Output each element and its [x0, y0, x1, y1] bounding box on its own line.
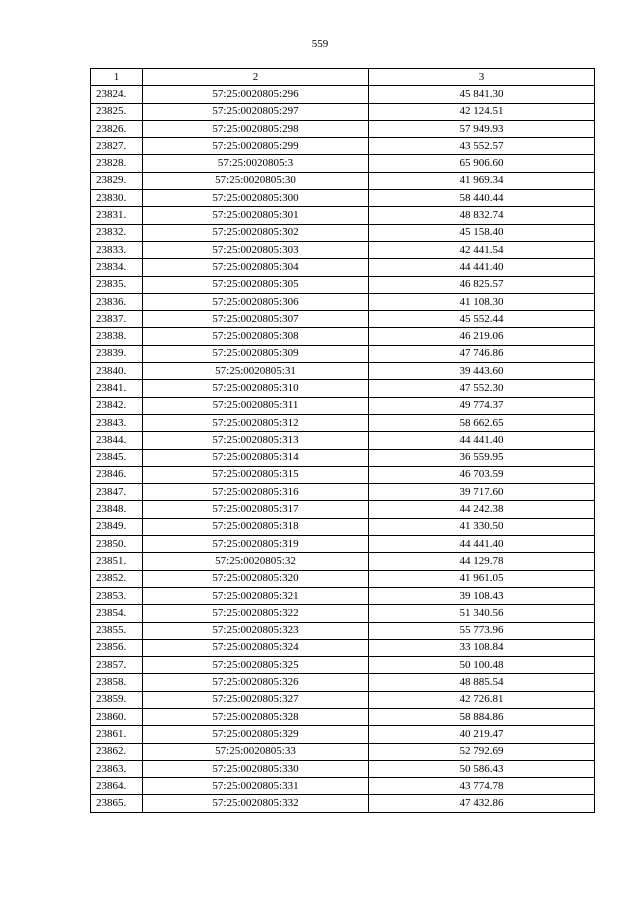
- cadastral-value-cell: 47 432.86: [369, 795, 595, 812]
- row-number-cell: 23856.: [91, 639, 143, 656]
- table-row: [91, 432, 595, 449]
- cadastral-number-cell: 57:25:0020805:296: [143, 86, 369, 103]
- table-row: [91, 311, 595, 328]
- row-number-cell: 23864.: [91, 778, 143, 795]
- table-row: [91, 103, 595, 120]
- row-number-cell: 23833.: [91, 241, 143, 258]
- cadastral-number-cell: 57:25:0020805:310: [143, 380, 369, 397]
- cadastral-value-cell: 45 552.44: [369, 311, 595, 328]
- cadastral-number-cell: 57:25:0020805:298: [143, 120, 369, 137]
- row-number-cell: 23848.: [91, 501, 143, 518]
- cadastral-value-cell: 41 961.05: [369, 570, 595, 587]
- cadastral-number-cell: 57:25:0020805:318: [143, 518, 369, 535]
- cadastral-value-cell: 39 108.43: [369, 587, 595, 604]
- row-number-cell: 23847.: [91, 484, 143, 501]
- cadastral-value-cell: 43 552.57: [369, 138, 595, 155]
- table-row: [91, 708, 595, 725]
- cadastral-number-cell: 57:25:0020805:327: [143, 691, 369, 708]
- cadastral-value-cell: 52 792.69: [369, 743, 595, 760]
- row-number-cell: 23837.: [91, 311, 143, 328]
- cadastral-number-cell: 57:25:0020805:307: [143, 311, 369, 328]
- cadastral-number-cell: 57:25:0020805:297: [143, 103, 369, 120]
- row-number-cell: 23863.: [91, 760, 143, 777]
- table-row: [91, 639, 595, 656]
- cadastral-value-cell: 48 832.74: [369, 207, 595, 224]
- table-row: [91, 293, 595, 310]
- column-header-3: 3: [369, 69, 595, 86]
- row-number-cell: 23846.: [91, 466, 143, 483]
- cadastral-number-cell: 57:25:0020805:315: [143, 466, 369, 483]
- column-header-2: 2: [143, 69, 369, 86]
- cadastral-value-cell: 49 774.37: [369, 397, 595, 414]
- row-number-cell: 23839.: [91, 345, 143, 362]
- cadastral-number-cell: 57:25:0020805:304: [143, 259, 369, 276]
- column-header-1: 1: [91, 69, 143, 86]
- table-row: [91, 466, 595, 483]
- table-row: [91, 449, 595, 466]
- cadastral-value-cell: 39 717.60: [369, 484, 595, 501]
- cadastral-value-cell: 46 703.59: [369, 466, 595, 483]
- row-number-cell: 23828.: [91, 155, 143, 172]
- row-number-cell: 23826.: [91, 120, 143, 137]
- table-row: [91, 518, 595, 535]
- row-number-cell: 23842.: [91, 397, 143, 414]
- table-row: [91, 657, 595, 674]
- table-row: [91, 241, 595, 258]
- cadastral-number-cell: 57:25:0020805:312: [143, 414, 369, 431]
- cadastral-number-cell: 57:25:0020805:311: [143, 397, 369, 414]
- table-body: [91, 69, 595, 813]
- cadastral-value-cell: 44 242.38: [369, 501, 595, 518]
- row-number-cell: 23835.: [91, 276, 143, 293]
- table-row: [91, 120, 595, 137]
- row-number-cell: 23849.: [91, 518, 143, 535]
- cadastral-number-cell: 57:25:0020805:326: [143, 674, 369, 691]
- cadastral-number-cell: 57:25:0020805:323: [143, 622, 369, 639]
- table-row: [91, 587, 595, 604]
- cadastral-number-cell: 57:25:0020805:330: [143, 760, 369, 777]
- cadastral-value-cell: 50 100.48: [369, 657, 595, 674]
- table-row: [91, 570, 595, 587]
- row-number-cell: 23850.: [91, 536, 143, 553]
- table-row: [91, 674, 595, 691]
- cadastral-number-cell: 57:25:0020805:325: [143, 657, 369, 674]
- table-row: [91, 190, 595, 207]
- cadastral-number-cell: 57:25:0020805:313: [143, 432, 369, 449]
- row-number-cell: 23852.: [91, 570, 143, 587]
- cadastral-number-cell: 57:25:0020805:301: [143, 207, 369, 224]
- cadastral-value-cell: 42 726.81: [369, 691, 595, 708]
- table-row: [91, 795, 595, 812]
- row-number-cell: 23858.: [91, 674, 143, 691]
- cadastral-value-cell: 41 969.34: [369, 172, 595, 189]
- row-number-cell: 23829.: [91, 172, 143, 189]
- cadastral-number-cell: 57:25:0020805:309: [143, 345, 369, 362]
- cadastral-value-cell: 36 559.95: [369, 449, 595, 466]
- row-number-cell: 23845.: [91, 449, 143, 466]
- table-row: [91, 553, 595, 570]
- row-number-cell: 23862.: [91, 743, 143, 760]
- cadastral-number-cell: 57:25:0020805:302: [143, 224, 369, 241]
- table-row: [91, 345, 595, 362]
- cadastral-number-cell: 57:25:0020805:331: [143, 778, 369, 795]
- cadastral-number-cell: 57:25:0020805:329: [143, 726, 369, 743]
- row-number-cell: 23841.: [91, 380, 143, 397]
- table-row: [91, 397, 595, 414]
- cadastral-value-cell: 58 884.86: [369, 708, 595, 725]
- row-number-cell: 23851.: [91, 553, 143, 570]
- cadastral-number-cell: 57:25:0020805:322: [143, 605, 369, 622]
- cadastral-value-cell: 45 841.30: [369, 86, 595, 103]
- table-row: [91, 726, 595, 743]
- table-header-row: [91, 69, 595, 86]
- cadastral-number-cell: 57:25:0020805:303: [143, 241, 369, 258]
- table-row: [91, 501, 595, 518]
- row-number-cell: 23855.: [91, 622, 143, 639]
- cadastral-number-cell: 57:25:0020805:324: [143, 639, 369, 656]
- row-number-cell: 23832.: [91, 224, 143, 241]
- row-number-cell: 23853.: [91, 587, 143, 604]
- cadastral-number-cell: 57:25:0020805:328: [143, 708, 369, 725]
- cadastral-number-cell: 57:25:0020805:33: [143, 743, 369, 760]
- row-number-cell: 23836.: [91, 293, 143, 310]
- cadastral-value-cell: 46 219.06: [369, 328, 595, 345]
- table-row: [91, 622, 595, 639]
- cadastral-value-cell: 65 906.60: [369, 155, 595, 172]
- table-row: [91, 207, 595, 224]
- cadastral-value-cell: 58 440.44: [369, 190, 595, 207]
- table-row: [91, 760, 595, 777]
- cadastral-value-cell: 45 158.40: [369, 224, 595, 241]
- cadastral-value-cell: 46 825.57: [369, 276, 595, 293]
- table-row: [91, 484, 595, 501]
- cadastral-number-cell: 57:25:0020805:316: [143, 484, 369, 501]
- table-row: [91, 276, 595, 293]
- table-row: [91, 172, 595, 189]
- row-number-cell: 23857.: [91, 657, 143, 674]
- row-number-cell: 23861.: [91, 726, 143, 743]
- table-row: [91, 380, 595, 397]
- table-row: [91, 224, 595, 241]
- cadastral-value-cell: 44 441.40: [369, 536, 595, 553]
- table-row: [91, 536, 595, 553]
- row-number-cell: 23844.: [91, 432, 143, 449]
- cadastral-value-table: [90, 68, 595, 813]
- cadastral-number-cell: 57:25:0020805:317: [143, 501, 369, 518]
- cadastral-value-cell: 44 441.40: [369, 432, 595, 449]
- row-number-cell: 23834.: [91, 259, 143, 276]
- cadastral-value-cell: 43 774.78: [369, 778, 595, 795]
- cadastral-value-cell: 42 124.51: [369, 103, 595, 120]
- table-row: [91, 155, 595, 172]
- cadastral-value-cell: 40 219.47: [369, 726, 595, 743]
- cadastral-value-cell: 44 441.40: [369, 259, 595, 276]
- cadastral-number-cell: 57:25:0020805:305: [143, 276, 369, 293]
- cadastral-value-cell: 41 330.50: [369, 518, 595, 535]
- table-row: [91, 605, 595, 622]
- row-number-cell: 23824.: [91, 86, 143, 103]
- cadastral-value-cell: 48 885.54: [369, 674, 595, 691]
- cadastral-number-cell: 57:25:0020805:321: [143, 587, 369, 604]
- cadastral-value-cell: 57 949.93: [369, 120, 595, 137]
- row-number-cell: 23827.: [91, 138, 143, 155]
- cadastral-number-cell: 57:25:0020805:31: [143, 363, 369, 380]
- table-row: [91, 86, 595, 103]
- row-number-cell: 23840.: [91, 363, 143, 380]
- cadastral-number-cell: 57:25:0020805:299: [143, 138, 369, 155]
- cadastral-number-cell: 57:25:0020805:30: [143, 172, 369, 189]
- cadastral-value-cell: 50 586.43: [369, 760, 595, 777]
- cadastral-number-cell: 57:25:0020805:332: [143, 795, 369, 812]
- cadastral-number-cell: 57:25:0020805:306: [143, 293, 369, 310]
- cadastral-number-cell: 57:25:0020805:319: [143, 536, 369, 553]
- cadastral-value-cell: 42 441.54: [369, 241, 595, 258]
- cadastral-number-cell: 57:25:0020805:320: [143, 570, 369, 587]
- table-row: [91, 363, 595, 380]
- row-number-cell: 23865.: [91, 795, 143, 812]
- table-row: [91, 691, 595, 708]
- cadastral-value-cell: 41 108.30: [369, 293, 595, 310]
- cadastral-number-cell: 57:25:0020805:300: [143, 190, 369, 207]
- cadastral-number-cell: 57:25:0020805:3: [143, 155, 369, 172]
- cadastral-value-cell: 47 746.86: [369, 345, 595, 362]
- row-number-cell: 23825.: [91, 103, 143, 120]
- row-number-cell: 23860.: [91, 708, 143, 725]
- table-row: [91, 328, 595, 345]
- row-number-cell: 23830.: [91, 190, 143, 207]
- table-row: [91, 414, 595, 431]
- row-number-cell: 23838.: [91, 328, 143, 345]
- table-row: [91, 778, 595, 795]
- cadastral-number-cell: 57:25:0020805:32: [143, 553, 369, 570]
- row-number-cell: 23859.: [91, 691, 143, 708]
- cadastral-value-cell: 33 108.84: [369, 639, 595, 656]
- cadastral-value-cell: 47 552.30: [369, 380, 595, 397]
- table-row: [91, 138, 595, 155]
- cadastral-value-cell: 44 129.78: [369, 553, 595, 570]
- cadastral-value-cell: 55 773.96: [369, 622, 595, 639]
- table-row: [91, 259, 595, 276]
- cadastral-value-cell: 58 662.65: [369, 414, 595, 431]
- page-number: 559: [311, 38, 329, 50]
- row-number-cell: 23854.: [91, 605, 143, 622]
- row-number-cell: 23843.: [91, 414, 143, 431]
- cadastral-number-cell: 57:25:0020805:308: [143, 328, 369, 345]
- cadastral-value-cell: 51 340.56: [369, 605, 595, 622]
- cadastral-value-cell: 39 443.60: [369, 363, 595, 380]
- table-row: [91, 743, 595, 760]
- row-number-cell: 23831.: [91, 207, 143, 224]
- cadastral-number-cell: 57:25:0020805:314: [143, 449, 369, 466]
